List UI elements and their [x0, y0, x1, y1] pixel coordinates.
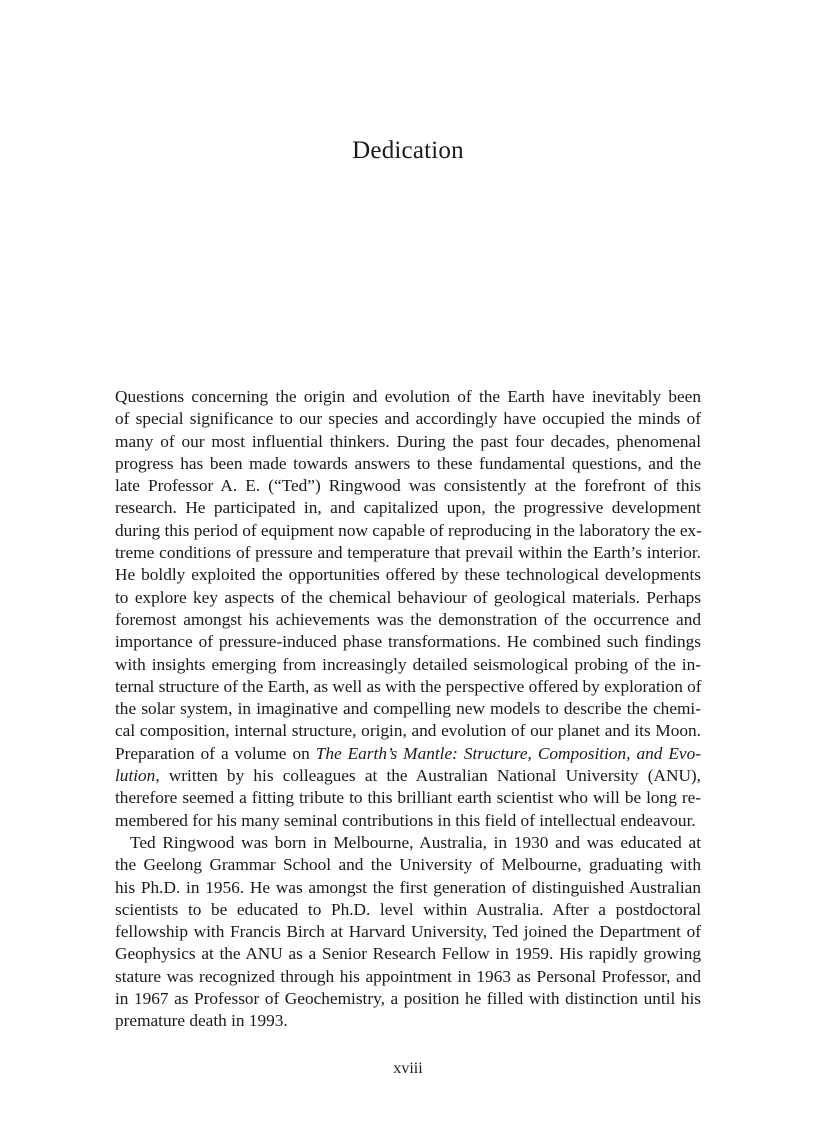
text-line: Questions concerning the origin and evolution of the Earth have inevitably been: [115, 387, 701, 406]
text-line: [115, 765, 701, 787]
text-line: many of our most influential thinkers. During the past four decades, phenomenal: [115, 431, 701, 451]
text-line: fellowship with Francis Birch at Harvard University, Ted joined the Department of: [115, 922, 701, 942]
text-line: during this period of equipment now capable of reproducing in the laboratory the ex-: [115, 520, 702, 540]
text-line: to explore key aspects of the chemical behaviour of geological materials. Perhaps: [115, 587, 701, 607]
text-line: the Geelong Grammar School and the University of Melbourne, graduating with: [115, 855, 701, 875]
text-line: importance of pressure-induced phase transformations. He combined such findings: [115, 632, 701, 652]
text-line: foremost amongst his achievements was the demonstration of the occurrence and: [115, 609, 701, 629]
book-title: lution: [115, 766, 156, 786]
page-number: xviii: [393, 1060, 423, 1077]
text-line: in 1967 as Professor of Geochemistry, a position he filled with distinction until his: [115, 989, 701, 1009]
text-line: premature death in 1993.: [115, 1011, 288, 1031]
text-fragment: , written by his colleagues at the Australian National University (ANU),: [155, 766, 701, 786]
dedication-text: [115, 386, 701, 1033]
text-line: cal composition, internal structure, origin, and evolution of our planet and its Moon.: [115, 721, 701, 741]
text-line: of special significance to our species and accordingly have occupied the minds of: [115, 409, 701, 429]
text-line: Geophysics at the ANU as a Senior Research Fellow in 1959. His rapidly growing: [115, 944, 701, 964]
text-line: scientists to be educated to Ph.D. level within Australia. After a postdoctoral: [115, 899, 701, 919]
text-line: the solar system, in imaginative and compelling new models to describe the chemi-: [115, 699, 701, 719]
text-line: He boldly exploited the opportunities offered by these technological developments: [115, 565, 701, 585]
text-line: treme conditions of pressure and temperature that prevail within the Earth’s interior.: [115, 543, 701, 563]
text-line: research. He participated in, and capitalized upon, the progressive development: [115, 498, 701, 518]
book-title: The Earth’s Mantle: Structure, Composition, and Evo-: [315, 743, 701, 763]
text-fragment: Preparation of a volume on: [115, 743, 316, 763]
text-line: stature was recognized through his appointment in 1963 as Personal Professor, and: [115, 966, 701, 986]
text-line: ternal structure of the Earth, as well as with the perspective offered by exploration of: [115, 676, 702, 696]
text-line: his Ph.D. in 1956. He was amongst the first generation of distinguished Australian: [115, 877, 701, 897]
text-line: progress has been made towards answers to these fundamental questions, and the: [115, 453, 701, 473]
text-line: [115, 743, 701, 765]
text-line: Ted Ringwood was born in Melbourne, Australia, in 1930 and was educated at: [130, 832, 701, 852]
page-title: Dedication: [352, 137, 464, 164]
text-line: membered for his many seminal contributions in this field of intellectual endeavour.: [115, 810, 696, 830]
text-line: therefore seemed a fitting tribute to this brilliant earth scientist who will be long re-: [115, 788, 701, 808]
text-line: late Professor A. E. (“Ted”) Ringwood was consistently at the forefront of this: [115, 476, 701, 496]
text-line: with insights emerging from increasingly detailed seismological probing of the in-: [115, 654, 701, 674]
